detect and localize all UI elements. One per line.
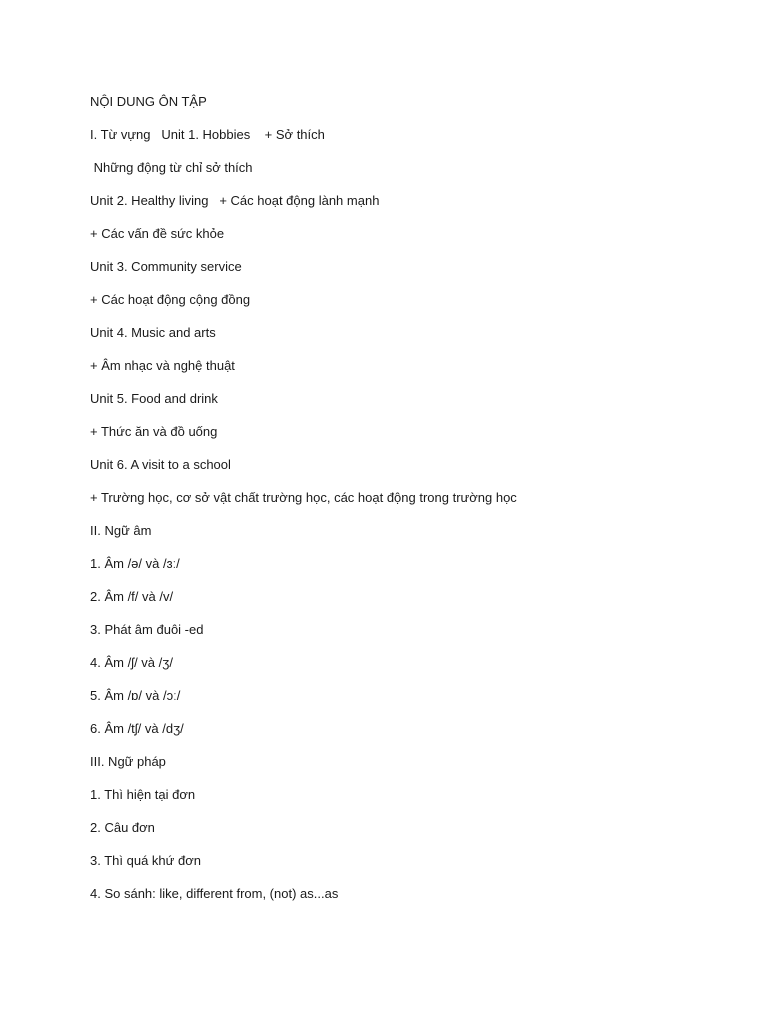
grammar-item: 3. Thì quá khứ đơn [90, 853, 201, 868]
unit-1-detail: Những động từ chỉ sở thích [90, 160, 253, 175]
pronunciation-item: 4. Âm /ʃ/ và /ʒ/ [90, 655, 173, 670]
unit-4-line: Unit 4. Music and arts [90, 325, 216, 340]
grammar-item: 2. Câu đơn [90, 820, 155, 835]
pronunciation-item: 2. Âm /f/ và /v/ [90, 589, 174, 604]
unit-6-line: Unit 6. A visit to a school [90, 457, 231, 472]
grammar-item: 4. So sánh: like, different from, (not) as...as [90, 886, 339, 901]
unit-3-line: Unit 3. Community service [90, 259, 242, 274]
grammar-item: 1. Thì hiện tại đơn [90, 787, 196, 802]
pronunciation-item: 3. Phát âm đuôi -ed [90, 622, 204, 637]
document-body [90, 93, 730, 903]
unit-2-detail: + Các vấn đề sức khỏe [90, 226, 225, 241]
unit-5-line: Unit 5. Food and drink [90, 391, 218, 406]
document-title: NỘI DUNG ÔN TẬP [90, 94, 207, 109]
unit-4-detail: + Âm nhạc và nghệ thuật [90, 358, 235, 373]
unit-3-detail: + Các hoạt động cộng đồng [90, 292, 251, 307]
section-pronunciation-heading: II. Ngữ âm [90, 523, 152, 538]
unit-5-detail: + Thức ăn và đồ uống [90, 424, 218, 439]
pronunciation-item: 1. Âm /ə/ và /ɜː/ [90, 556, 180, 571]
pronunciation-item: 5. Âm /ɒ/ và /ɔː/ [90, 688, 181, 703]
pronunciation-item: 6. Âm /tʃ/ và /dʒ/ [90, 721, 184, 736]
section-grammar-heading: III. Ngữ pháp [90, 754, 166, 769]
unit-2-line: Unit 2. Healthy living + Các hoạt động lành mạnh [90, 193, 380, 208]
section-vocabulary-unit-1: I. Từ vựng Unit 1. Hobbies + Sở thích [90, 127, 325, 142]
unit-6-detail: + Trường học, cơ sở vật chất trường học, các hoạt động trong trường học [90, 490, 517, 505]
